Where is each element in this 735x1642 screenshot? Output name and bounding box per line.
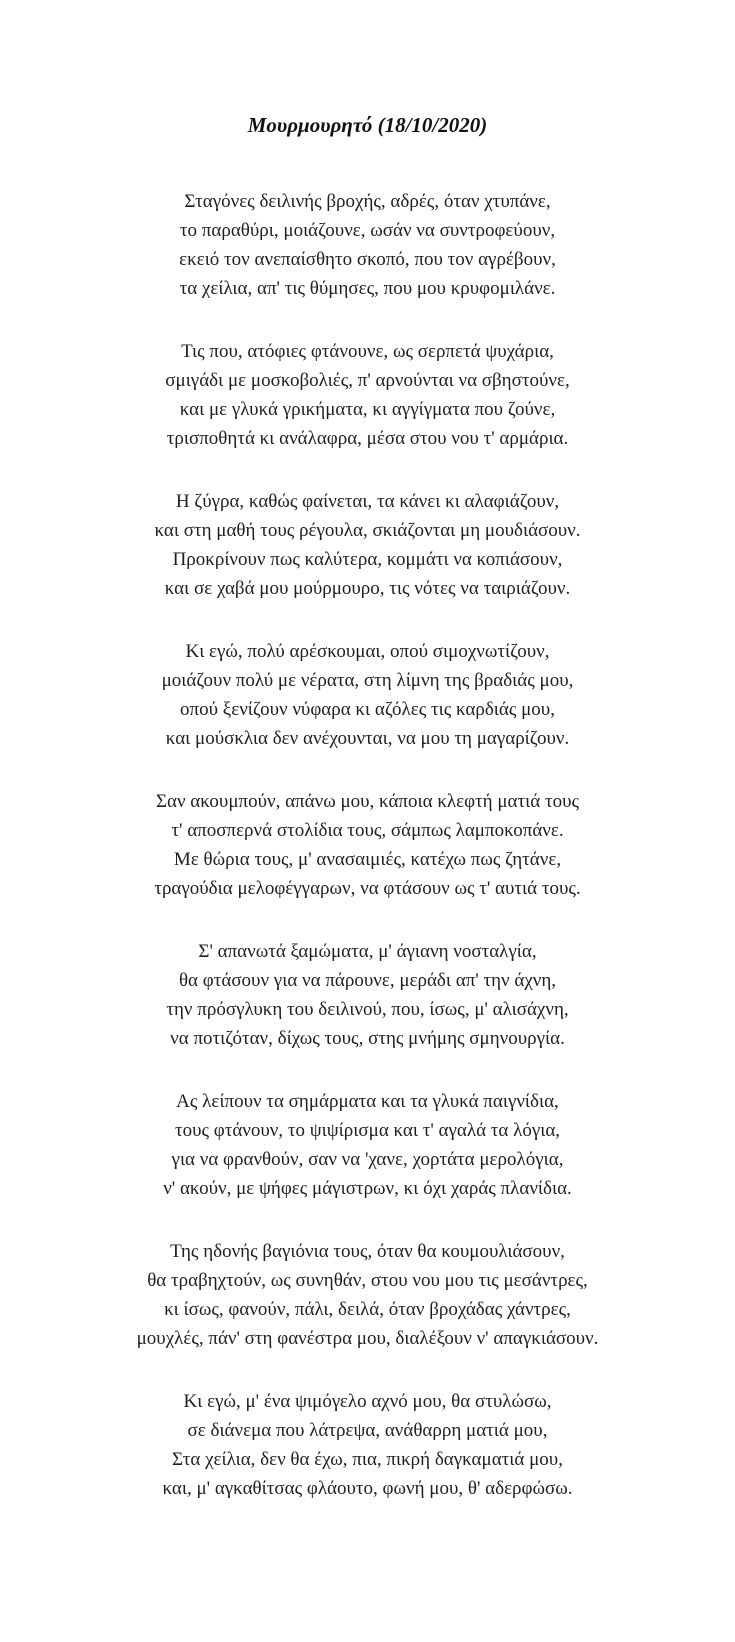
verse-line: Η ζύγρα, καθώς φαίνεται, τα κάνει κι αλαφιάζουν, [175,491,560,512]
verse-line: Κι εγώ, πολύ αρέσκουμαι, οπού σιμοχνωτίζουν, [185,641,550,662]
stanza [0,337,735,453]
verse-line: Σ' απανωτά ξαμώματα, μ' άγιανη νοσταλγία, [198,941,537,962]
verse-line: θα φτάσουν για να πάρουνε, μεράδι απ' την άχνη, [178,970,557,991]
verse-line: να ποτιζόταν, δίχως τους, στης μνήμης σμηνουργία. [170,1028,565,1049]
verse-line: μουχλές, πάν' στη φανέστρα μου, διαλέξουν ν' απαγκιάσουν. [136,1328,599,1349]
stanza [0,637,735,753]
verse-line: και σε χαβά μου μούρμουρο, τις νότες να ταιριάζουν. [164,578,571,599]
verse-line: τα χείλια, απ' τις θύμησες, που μου κρυφομιλάνε. [179,278,556,299]
verse-line: και μούσκλια δεν ανέχουνται, να μου τη μαγαρίζουν. [165,728,570,749]
verse-line: Της ηδονής βαγιόνια τους, όταν θα κουμουλιάσουν, [170,1241,565,1262]
verse-line: τραγούδια μελοφέγγαρων, να φτάσουν ως τ' αυτιά τους. [154,878,581,899]
stanza [0,787,735,903]
verse-line: μοιάζουν πολύ με νέρατα, στη λίμνη της βραδιάς μου, [161,670,574,691]
verse-line: για να φρανθούν, σαν να 'χανε, χορτάτα μερολόγια, [171,1149,564,1170]
verse-line: Στα χείλια, δεν θα έχω, πια, πικρή δαγκαματιά μου, [172,1449,563,1470]
stanza [0,187,735,303]
verse-line: σε διάνεμα που λάτρεψα, ανάθαρρη ματιά μου, [187,1420,548,1441]
verse-line: Κι εγώ, μ' ένα ψιμόγελο αχνό μου, θα στυλώσω, [183,1391,552,1412]
verse-line: Με θώρια τους, μ' ανασαιμιές, κατέχω πως ζητάνε, [173,849,562,870]
poem-body [0,187,735,1537]
stanza [0,1237,735,1353]
verse-line: Προκρίνουν πως καλύτερα, κομμάτι να κοπιάσουν, [172,549,563,570]
stanza [0,937,735,1053]
verse-line: σμιγάδι με μοσκοβολιές, π' αρνούνται να σβηστούνε, [165,370,570,391]
stanza [0,1087,735,1203]
verse-line: και, μ' αγκαθίτσας φλάουτο, φωνή μου, θ' αδερφώσω. [162,1478,573,1499]
verse-line: κι ίσως, φανούν, πάλι, δειλά, όταν βροχάδας χάντρες, [164,1299,571,1320]
verse-line: οπού ξενίζουν νύφαρα κι αζόλες τις καρδιάς μου, [180,699,555,720]
verse-line: τρισποθητά κι ανάλαφρα, μέσα στου νου τ' αρμάρια. [166,428,569,449]
verse-line: και με γλυκά γρικήματα, κι αγγίγματα που ζούνε, [179,399,556,420]
verse-line: Σταγόνες δειλινής βροχής, αδρές, όταν χτυπάνε, [184,191,551,212]
verse-line: τ' αποσπερνά στολίδια τους, σάμπως λαμποκοπάνε. [171,820,564,841]
verse-line: Σαν ακουμπούν, απάνω μου, κάποια κλεφτή ματιά τους [155,791,580,812]
verse-line: τους φτάνουν, το ψιψίρισμα και τ' αγαλά τα λόγια, [174,1120,561,1141]
verse-line: ν' ακούν, με ψήφες μάγιστρων, κι όχι χαράς πλανίδια. [163,1178,572,1199]
verse-line: και στη μαθή τους ρέγουλα, σκιάζονται μη μουδιάσουν. [154,520,581,541]
verse-line: το παραθύρι, μοιάζουνε, ωσάν να συντροφεύουν, [179,220,556,241]
poem-title: Μουρμουρητό (18/10/2020) [247,113,488,137]
stanza [0,487,735,603]
verse-line: Ας λείπουν τα σημάρματα και τα γλυκά παιγνίδια, [176,1091,559,1112]
verse-line: θα τραβηχτούν, ως συνηθάν, στου νου μου τις μεσάντρες, [147,1270,588,1291]
verse-line: εκειό τον ανεπαίσθητο σκοπό, που τον αγρέβουν, [179,249,556,270]
verse-line: την πρόσγλυκη του δειλινού, που, ίσως, μ' αλισάχνη, [166,999,569,1020]
verse-line: Τις που, ατόφιες φτάνουνε, ως σερπετά ψυχάρια, [181,341,554,362]
stanza [0,1387,735,1503]
